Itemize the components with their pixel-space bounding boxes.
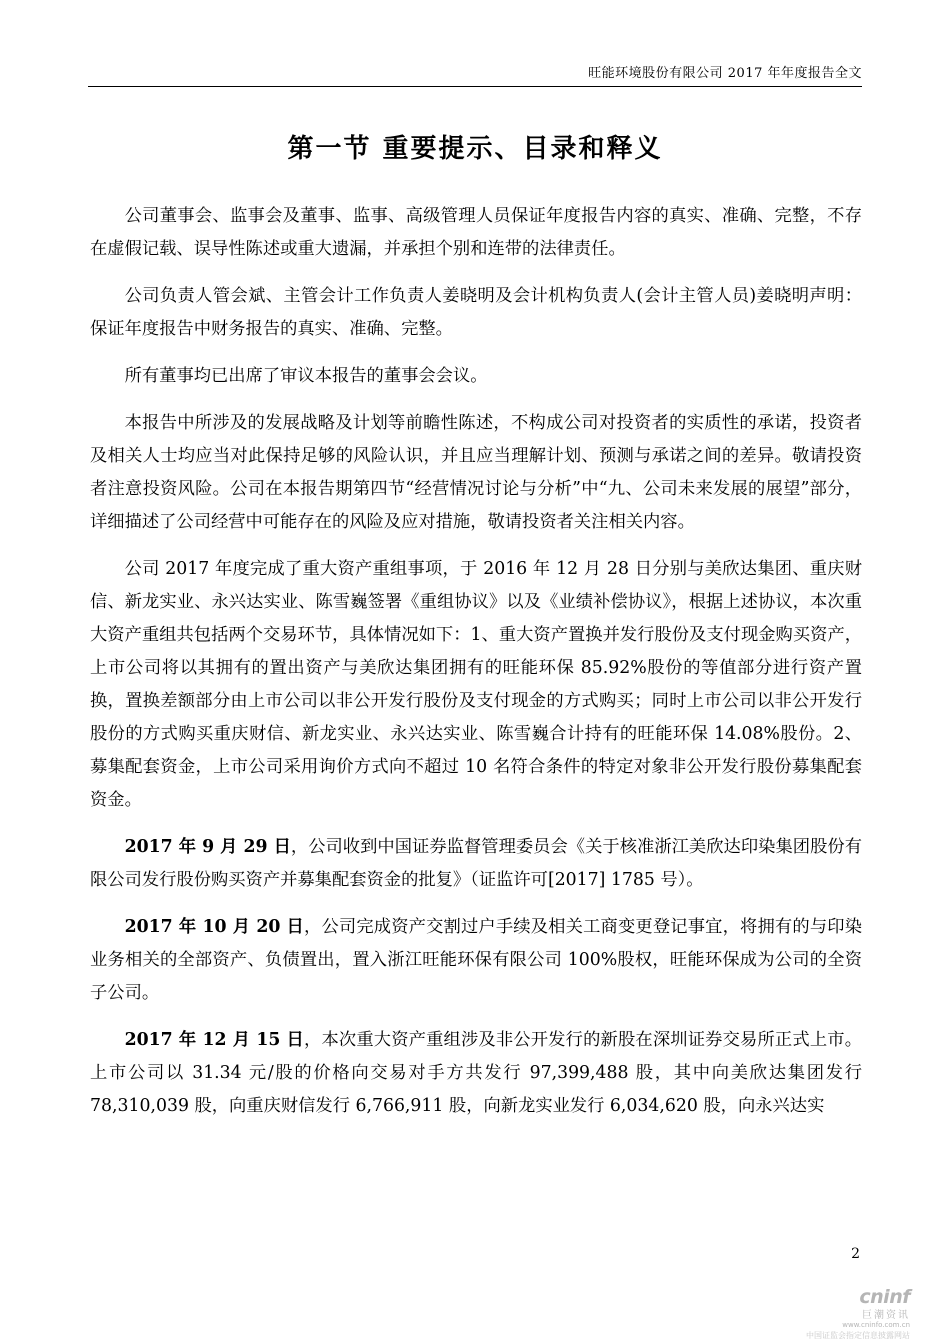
logo-footer-text: 中国证监会指定信息披露网站 — [806, 1331, 910, 1340]
paragraph-1: 公司董事会、监事会及董事、监事、高级管理人员保证年度报告内容的真实、准确、完整，不存在虚假记载、误导性陈述或重大遗漏，并承担个别和连带的法律责任。 — [90, 206, 862, 259]
header-divider — [88, 86, 862, 87]
paragraph-3: 所有董事均已出席了审议本报告的董事会会议。 — [124, 366, 488, 386]
paragraph-2: 公司负责人管会斌、主管会计工作负责人姜晓明及会计机构负责人(会计主管人员)姜晓明声明：保证年度报告中财务报告的真实、准确、完整。 — [90, 286, 862, 339]
paragraph-8: 2017 年 12 月 15 日，本次重大资产重组涉及非公开发行的新股在深圳证券交易所正式上市。上市公司以 31.34 元/股的价格向交易对手方共发行 97,399,488 股，其中向美欣达集团发行 78,310,039 股，向重庆财信发行 6,766,911 股，向新龙实业发行 6,034,620 股，向永兴达实 — [90, 1030, 862, 1116]
paragraph-4: 本报告中所涉及的发展战略及计划等前瞻性陈述，不构成公司对投资者的实质性的承诺，投资者及相关人士均应当对此保持足够的风险认识，并且应当理解计划、预测与承诺之间的差异。敬请投资者注意投资风险。公司在本报告期第四节“经营情况讨论与分析”中“九、公司未来发展的展望”部分，详细描述了公司经营中可能存在的风险及应对措施，敬请投资者关注相关内容。 — [90, 413, 862, 532]
page-number: 2 — [851, 1246, 860, 1262]
paragraph-7: 2017 年 10 月 20 日，公司完成资产交割过户手续及相关工商变更登记事宜，将拥有的与印染业务相关的全部资产、负债置出，置入浙江旺能环保有限公司 100%股权，旺能环保成为公司的全资子公司。 — [90, 917, 862, 1003]
paragraph-5: 公司 2017 年度完成了重大资产重组事项，于 2016 年 12 月 28 日分别与美欣达集团、重庆财信、新龙实业、永兴达实业、陈雪巍签署《重组协议》以及《业绩补偿协议》，根据上述协议，本次重大资产重组共包括两个交易环节，具体情况如下：1、重大资产置换并发行股份及支付现金购买资产，上市公司将以其拥有的置出资产与美欣达集团拥有的旺能环保 85.92%股份的等值部分进行资产置换，置换差额部分由上市公司以非公开发行股份及支付现金的方式购买；同时上市公司以非公开发行股份的方式购买重庆财信、新龙实业、永兴达实业、陈雪巍合计持有的旺能环保 14.08%股份。2、募集配套资金，上市公司采用询价方式向不超过 10 名符合条件的特定对象非公开发行股份募集配套资金。 — [90, 559, 862, 810]
logo-wordmark: cninf — [859, 1286, 910, 1308]
page-header: 旺能环境股份有限公司 2017 年年度报告全文 — [588, 66, 862, 81]
document-body — [90, 200, 862, 1137]
section-title: 第一节 重要提示、目录和释义 — [287, 134, 663, 164]
cninfo-watermark-logo — [800, 1286, 910, 1341]
paragraph-6: 2017 年 9 月 29 日，公司收到中国证券监督管理委员会《关于核准浙江美欣达印染集团股份有限公司发行股份购买资产并募集配套资金的批复》（证监许可[2017] 1785 号）。 — [90, 837, 862, 890]
logo-chinese-name: 巨潮资讯 — [862, 1310, 910, 1321]
logo-url: www.cninfo.com.cn — [842, 1321, 910, 1329]
